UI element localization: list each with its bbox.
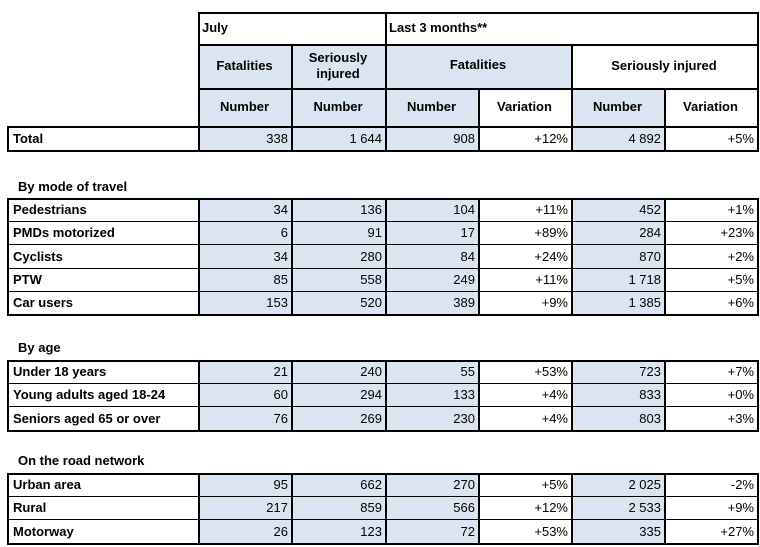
grid-line [478, 473, 480, 545]
header-july: July [202, 20, 229, 35]
cell-value: 153 [200, 291, 291, 314]
cell-value: 1 385 [571, 291, 664, 314]
grid-line [198, 360, 200, 432]
header-seriously-injured-3m: Seriously injured [611, 58, 717, 73]
grid-line [198, 12, 759, 14]
cell-value: +5% [727, 272, 754, 287]
header-number: Number [406, 99, 457, 114]
grid-line [291, 473, 293, 545]
cell-value: -2% [730, 477, 754, 492]
grid-line [478, 126, 480, 152]
row-label: Car users [13, 295, 73, 310]
grid-line [7, 291, 759, 292]
cell-value: +12% [534, 130, 568, 146]
grid-line [291, 44, 293, 126]
grid-line [7, 430, 759, 432]
grid-line [571, 126, 573, 152]
cell-value: 55 [385, 360, 478, 383]
cell-value: 21 [200, 360, 291, 383]
grid-line [478, 88, 480, 126]
cell-value: +0% [727, 387, 754, 402]
grid-line [291, 126, 293, 152]
grid-line [7, 543, 759, 545]
grid-line [571, 44, 573, 126]
cell-value: 230 [385, 406, 478, 430]
grid-line [7, 519, 759, 520]
row-label: Rural [13, 500, 47, 515]
cell-value: 4 892 [571, 126, 664, 150]
grid-line [664, 198, 666, 316]
cell-value: 85 [200, 268, 291, 291]
cell-value: 859 [291, 496, 385, 519]
row-label: Pedestrians [13, 202, 87, 217]
cell-value: 240 [291, 360, 385, 383]
section-title: On the road network [18, 452, 145, 468]
row-label: PTW [13, 272, 42, 287]
grid-line [664, 360, 666, 432]
cell-value: 91 [291, 221, 385, 244]
grid-line [385, 126, 387, 152]
cell-value: 284 [571, 221, 664, 244]
grid-line [198, 198, 200, 316]
header-number: Number [219, 99, 270, 114]
cell-value: 558 [291, 268, 385, 291]
grid-line [664, 473, 666, 545]
grid-line [7, 198, 9, 316]
cell-value: +9% [541, 295, 568, 310]
grid-line [7, 244, 759, 245]
grid-line [291, 360, 293, 432]
grid-line [385, 12, 387, 126]
grid-line [7, 268, 759, 269]
header-number: Number [313, 99, 363, 114]
grid-line [571, 360, 573, 432]
header-number: Number [592, 99, 643, 114]
grid-line [478, 198, 480, 316]
grid-line [757, 473, 759, 545]
cell-value: 76 [200, 406, 291, 430]
grid-line [385, 198, 387, 316]
grid-line [7, 383, 759, 384]
grid-line [7, 221, 759, 222]
cell-value: +5% [727, 130, 754, 146]
cell-value: 217 [200, 496, 291, 519]
cell-value: 520 [291, 291, 385, 314]
grid-line [664, 126, 666, 152]
grid-line [385, 473, 387, 545]
header-fatalities-july: Fatalities [216, 58, 273, 73]
cell-value: +3% [727, 410, 754, 426]
cell-value: 60 [200, 383, 291, 406]
section-title: By mode of travel [18, 178, 128, 194]
cell-value: 723 [571, 360, 664, 383]
grid-line [385, 360, 387, 432]
grid-line [198, 44, 759, 46]
header-seriously-injured-july: Seriously injured [308, 50, 368, 81]
cell-value: 34 [200, 244, 291, 268]
cell-value: +9% [727, 500, 754, 515]
cell-value: 566 [385, 496, 478, 519]
grid-line [7, 406, 759, 407]
grid-line [7, 360, 9, 432]
cell-value: +4% [541, 387, 568, 402]
cell-value: 2 025 [571, 473, 664, 496]
header-variation: Variation [497, 99, 552, 114]
row-label-total: Total [13, 130, 44, 146]
cell-value: 84 [385, 244, 478, 268]
cell-value: +24% [534, 248, 568, 264]
cell-value: 294 [291, 383, 385, 406]
grid-line [7, 496, 759, 497]
row-label: PMDs motorized [13, 225, 115, 240]
cell-value: +1% [727, 202, 754, 217]
cell-value: +5% [541, 477, 568, 492]
cell-value: 803 [571, 406, 664, 430]
grid-line [757, 126, 759, 152]
cell-value: +27% [720, 523, 754, 539]
cell-value: +7% [727, 364, 754, 379]
row-label: Seniors aged 65 or over [13, 410, 161, 426]
cell-value: +4% [541, 410, 568, 426]
grid-line [571, 473, 573, 545]
cell-value: 280 [291, 244, 385, 268]
cell-value: 662 [291, 473, 385, 496]
cell-value: +23% [720, 225, 754, 240]
grid-line [7, 126, 759, 128]
cell-value: +6% [727, 295, 754, 310]
grid-line [7, 473, 9, 545]
cell-value: 136 [291, 198, 385, 221]
cell-value: +2% [727, 248, 754, 264]
section-title: By age [18, 339, 61, 355]
cell-value: 104 [385, 198, 478, 221]
cell-value: 389 [385, 291, 478, 314]
grid-line [664, 88, 666, 126]
cell-value: 833 [571, 383, 664, 406]
cell-value: 26 [200, 519, 291, 543]
cell-value: 452 [571, 198, 664, 221]
grid-line [7, 150, 759, 152]
cell-value: +12% [534, 500, 568, 515]
row-label: Cyclists [13, 248, 63, 264]
grid-line [198, 473, 200, 545]
cell-value: +11% [535, 202, 568, 217]
cell-value: 908 [385, 126, 478, 150]
cell-value: 123 [291, 519, 385, 543]
grid-line [7, 360, 759, 362]
cell-value: +89% [534, 225, 568, 240]
grid-line [757, 198, 759, 316]
cell-value: 34 [200, 198, 291, 221]
header-variation: Variation [683, 99, 738, 114]
cell-value: 17 [385, 221, 478, 244]
cell-value: 870 [571, 244, 664, 268]
cell-value: 269 [291, 406, 385, 430]
header-last-3-months: Last 3 months** [389, 20, 488, 35]
grid-line [757, 12, 759, 126]
cell-value: 335 [571, 519, 664, 543]
grid-line [757, 360, 759, 432]
row-label: Motorway [13, 523, 74, 539]
grid-line [478, 360, 480, 432]
cell-value: +53% [534, 364, 568, 379]
cell-value: 1 644 [291, 126, 385, 150]
cell-value: 1 718 [571, 268, 664, 291]
cell-value: 2 533 [571, 496, 664, 519]
grid-line [198, 126, 200, 152]
cell-value: +11% [535, 272, 568, 287]
cell-value: 133 [385, 383, 478, 406]
cell-value: 72 [385, 519, 478, 543]
grid-line [7, 314, 759, 316]
grid-line [571, 198, 573, 316]
grid-line [7, 126, 9, 152]
cell-value: 249 [385, 268, 478, 291]
row-label: Under 18 years [13, 364, 107, 379]
cell-value: 6 [200, 221, 291, 244]
cell-value: 338 [200, 126, 291, 150]
cell-value: +53% [534, 523, 568, 539]
cell-value: 95 [200, 473, 291, 496]
grid-line [7, 198, 759, 200]
grid-line [7, 473, 759, 475]
cell-value: 270 [385, 473, 478, 496]
row-label: Young adults aged 18-24 [13, 387, 166, 402]
header-fatalities-3m: Fatalities [449, 57, 507, 72]
grid-line [291, 198, 293, 316]
row-label: Urban area [13, 477, 81, 492]
grid-line [198, 12, 200, 126]
